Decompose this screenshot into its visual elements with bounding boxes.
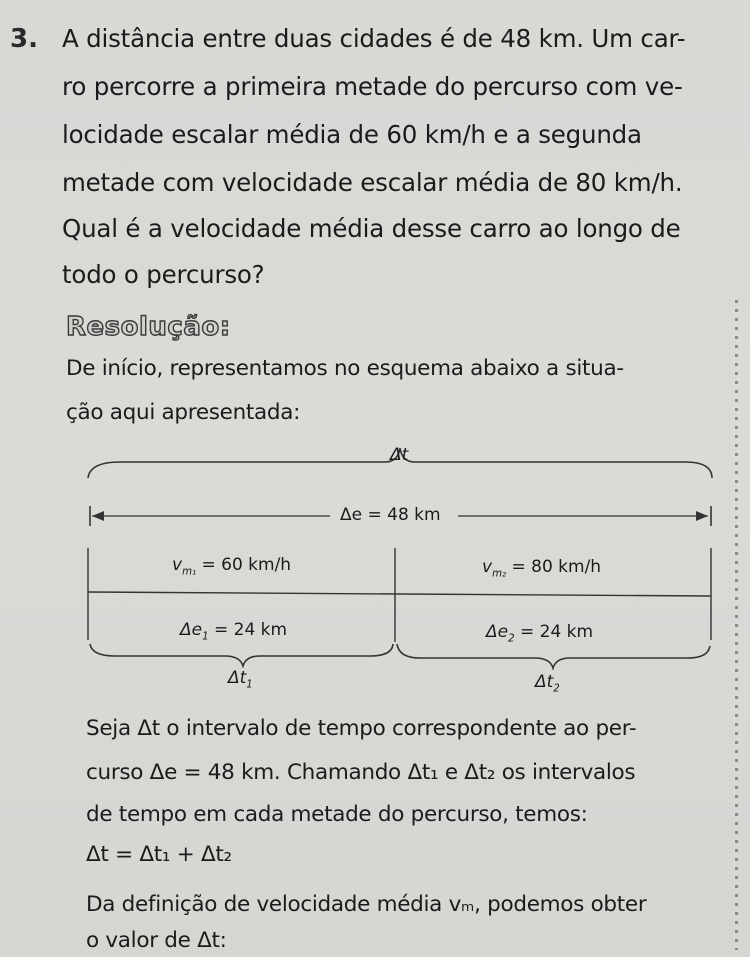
explanation-line: Da definição de velocidade média vₘ, podemos obter [86, 892, 647, 917]
problem-line: ro percorre a primeira metade do percurso com ve- [62, 72, 683, 101]
total-time-label: Δt [390, 445, 409, 465]
distance-arrow-left [92, 511, 104, 521]
problem-line: todo o percurso? [62, 260, 265, 289]
explanation-line: de tempo em cada metade do percurso, temos: [86, 802, 588, 827]
page-edge-dots [735, 300, 738, 950]
time2-label: $\Delta t_2$ [535, 672, 560, 695]
problem-line: metade com velocidade escalar média de 80 km/h. [62, 168, 683, 197]
time1-label: $\Delta t_1$ [228, 668, 253, 691]
explanation-line: curso Δe = 48 km. Chamando Δt₁ e Δt₂ os intervalos [86, 760, 636, 785]
explanation-line: Seja Δt o intervalo de tempo correspondente ao per- [86, 716, 637, 741]
problem-line: locidade escalar média de 60 km/h e a segunda [62, 120, 642, 149]
problem-line: Qual é a velocidade média desse carro ao longo de [62, 214, 681, 243]
distance-arrow-right [696, 511, 708, 521]
resolution-heading: Resolução: [66, 312, 231, 342]
explanation-line: o valor de Δt: [86, 928, 227, 953]
road-center-line [88, 592, 711, 596]
segment2-distance-label: $\Delta e_2 = 24$ km [486, 622, 594, 645]
segment2-speed-label: $v_{m_2} = 80$ km/h [482, 557, 602, 580]
time2-brace [397, 644, 710, 668]
intro-line: ção aqui apresentada: [66, 400, 301, 425]
problem-number: 3. [10, 24, 38, 54]
total-distance-label: Δe = 48 km [340, 505, 441, 525]
equation: Δt = Δt₁ + Δt₂ [86, 842, 232, 867]
segment1-distance-label: $\Delta e_1 = 24$ km [180, 620, 288, 643]
intro-line: De início, representamos no esquema abaixo a situa- [66, 356, 624, 381]
problem-line: A distância entre duas cidades é de 48 km. Um car- [62, 24, 686, 53]
segment1-speed-label: $v_{m_1} = 60$ km/h [172, 555, 292, 578]
time1-brace [90, 644, 393, 666]
